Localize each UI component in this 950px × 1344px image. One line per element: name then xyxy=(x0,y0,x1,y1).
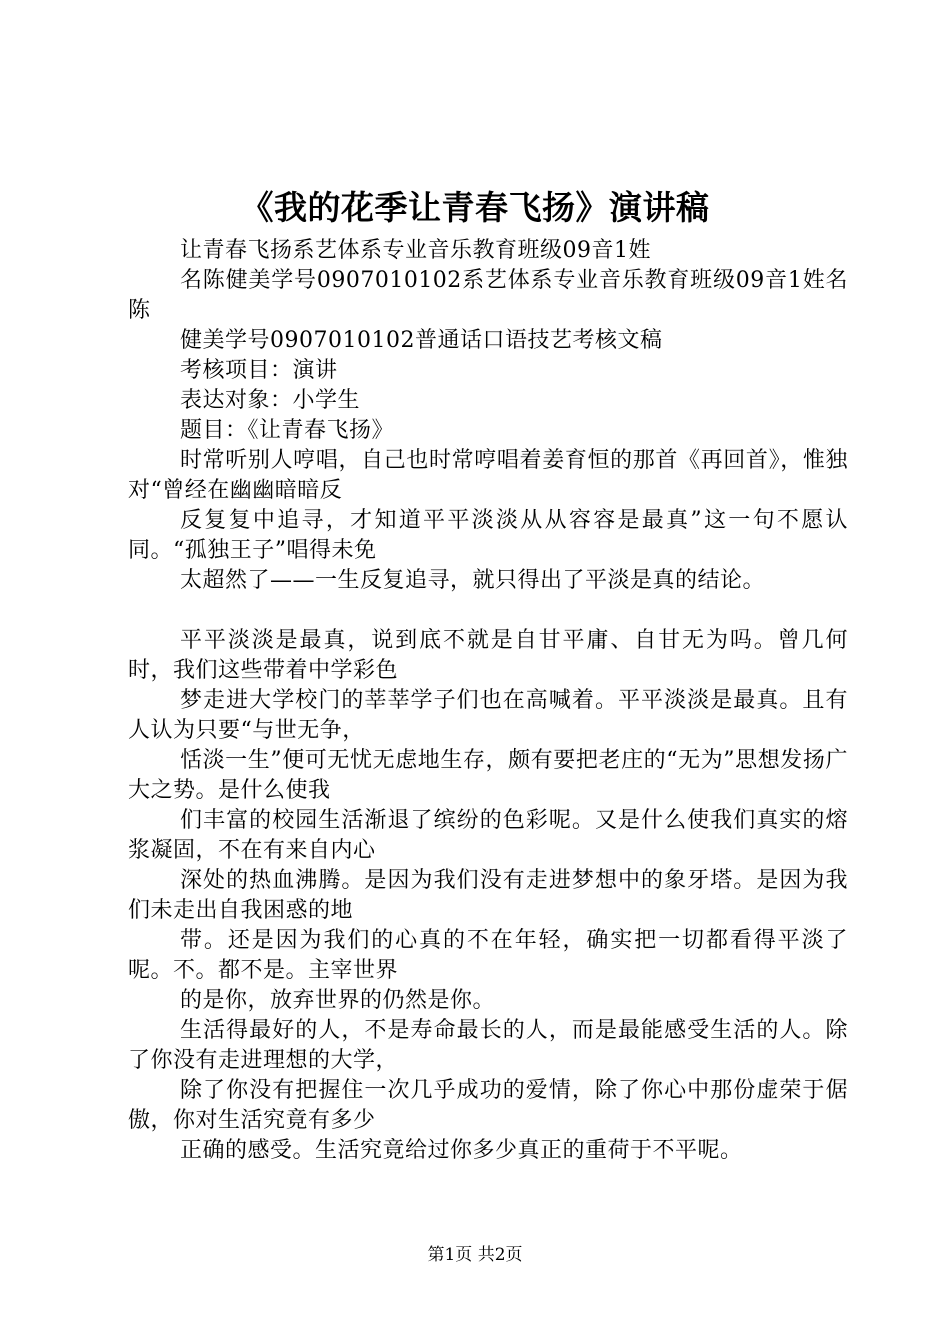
paragraph: 时常听别人哼唱，自己也时常哼唱着姜育恒的那首《再回首》，惟独对“曾经在幽幽暗暗反 xyxy=(128,448,848,503)
paragraph: 让青春飞扬系艺体系专业音乐教育班级09音1姓 xyxy=(180,238,651,263)
paragraph: 的是你，放弃世界的仍然是你。 xyxy=(180,988,496,1013)
paragraph: 生活得最好的人，不是寿命最长的人，而是最能感受生活的人。除了你没有走进理想的大学， xyxy=(128,1018,848,1073)
paragraph: 太超然了——一生反复追寻，就只得出了平淡是真的结论。 xyxy=(180,568,766,593)
document-title: 《我的花季让青春飞扬》演讲稿 xyxy=(240,188,710,227)
paragraph: 平平淡淡是最真，说到底不就是自甘平庸、自甘无为吗。曾几何时，我们这些带着中学彩色 xyxy=(128,628,848,683)
paragraph: 题目：《让青春飞扬》 xyxy=(180,418,395,443)
page-number-footer: 第1页 共2页 xyxy=(427,1245,523,1265)
paragraph: 们丰富的校园生活渐退了缤纷的色彩呢。又是什么使我们真实的熔浆凝固，不在有来自内心 xyxy=(128,808,848,863)
paragraph: 梦走进大学校门的莘莘学子们也在高喊着。平平淡淡是最真。且有人认为只要“与世无争， xyxy=(128,688,848,743)
paragraph: 考核项目：演讲 xyxy=(180,358,338,383)
paragraph: 带。还是因为我们的心真的不在年轻，确实把一切都看得平淡了呢。不。都不是。主宰世界 xyxy=(128,928,848,983)
paragraph: 健美学号0907010102普通话口语技艺考核文稿 xyxy=(180,328,663,353)
paragraph: 除了你没有把握住一次几乎成功的爱情，除了你心中那份虚荣于倨傲，你对生活究竟有多少 xyxy=(128,1078,848,1133)
paragraph: 深处的热血沸腾。是因为我们没有走进梦想中的象牙塔。是因为我们未走出自我困惑的地 xyxy=(128,868,848,923)
paragraph: 反复复中追寻，才知道平平淡淡从从容容是最真”这一句不愿认同。“孤独王子”唱得未免 xyxy=(128,508,848,563)
paragraph: 恬淡一生”便可无忧无虑地生存，颇有要把老庄的“无为”思想发扬广大之势。是什么使我 xyxy=(128,748,848,803)
paragraph: 表达对象：小学生 xyxy=(180,388,361,413)
paragraph: 正确的感受。生活究竟给过你多少真正的重荷于不平呢。 xyxy=(180,1138,743,1163)
paragraph: 名陈健美学号0907010102系艺体系专业音乐教育班级09音1姓名陈 xyxy=(128,268,848,323)
document-body xyxy=(128,236,848,1166)
